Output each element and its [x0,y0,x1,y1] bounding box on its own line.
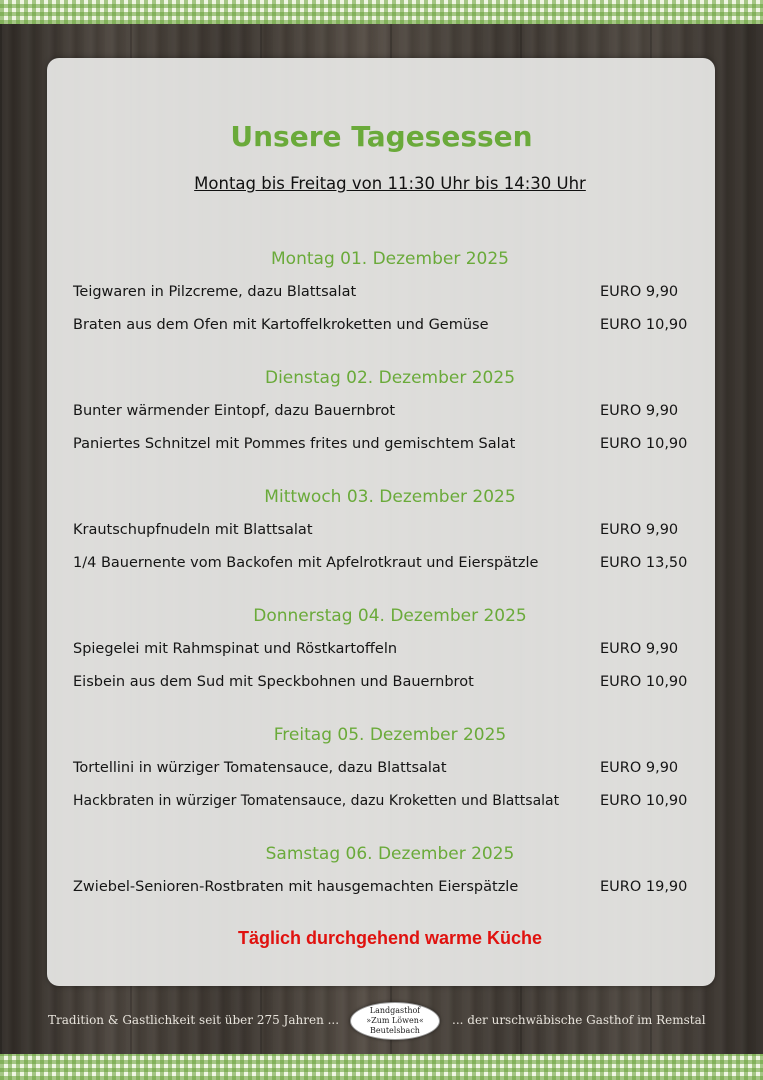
logo-line: Beutelsbach [370,1026,420,1035]
dish-name: 1/4 Bauernente vom Backofen mit Apfelrotkraut und Eierspätzle [73,555,539,571]
dish-name: Bunter wärmender Eintopf, dazu Bauernbrot [73,403,396,419]
gingham-border-top [0,0,763,24]
gingham-border-bottom [0,1054,763,1080]
dish-name: Teigwaren in Pilzcreme, dazu Blattsalat [73,284,357,300]
dish-name: Eisbein aus dem Sud mit Speckbohnen und Bauernbrot [73,674,474,690]
dish-price: EURO 9,90 [600,641,679,657]
menu-title: Unsere Tagesessen [230,120,533,153]
warm-kitchen-notice: Täglich durchgehend warme Küche [237,928,543,948]
dish-price: EURO 9,90 [600,522,679,538]
day-heading-wednesday: Mittwoch 03. Dezember 2025 [264,487,516,507]
dish-price: EURO 9,90 [600,403,679,419]
logo-line: Landgasthof [369,1006,421,1015]
footer-tagline-right: ... der urschwäbische Gasthof im Remstal [452,1013,706,1027]
dish-name: Tortellini in würziger Tomatensauce, dazu Blattsalat [73,760,447,776]
day-heading-thursday: Donnerstag 04. Dezember 2025 [253,606,527,626]
dish-name: Spiegelei mit Rahmspinat und Röstkartoffeln [73,641,398,657]
opening-hours: Montag bis Freitag von 11:30 Uhr bis 14:30 Uhr [194,174,586,193]
dish-name: Zwiebel-Senioren-Rostbraten mit hausgemachten Eierspätzle [73,879,519,895]
dish-price: EURO 10,90 [600,793,688,809]
dish-price: EURO 9,90 [600,760,679,776]
dish-price: EURO 9,90 [600,284,679,300]
dish-name: Hackbraten in würziger Tomatensauce, dazu Kroketten und Blattsalat [73,793,560,809]
day-heading-friday: Freitag 05. Dezember 2025 [273,725,507,745]
dish-price: EURO 13,50 [600,555,688,571]
dish-name: Paniertes Schnitzel mit Pommes frites und gemischtem Salat [73,436,516,452]
day-heading-saturday: Samstag 06. Dezember 2025 [265,844,515,864]
dish-name: Braten aus dem Ofen mit Kartoffelkroketten und Gemüse [73,317,489,333]
footer-tagline-left: Tradition & Gastlichkeit seit über 275 Jahren ... [48,1013,340,1027]
logo-line: »Zum Löwen« [366,1016,424,1025]
dish-price: EURO 10,90 [600,674,688,690]
dish-price: EURO 10,90 [600,436,688,452]
dish-price: EURO 19,90 [600,879,688,895]
landgasthof-logo [350,1002,440,1040]
day-heading-monday: Montag 01. Dezember 2025 [271,249,509,269]
dish-price: EURO 10,90 [600,317,688,333]
dish-name: Krautschupfnudeln mit Blattsalat [73,522,313,538]
day-heading-tuesday: Dienstag 02. Dezember 2025 [264,368,516,388]
